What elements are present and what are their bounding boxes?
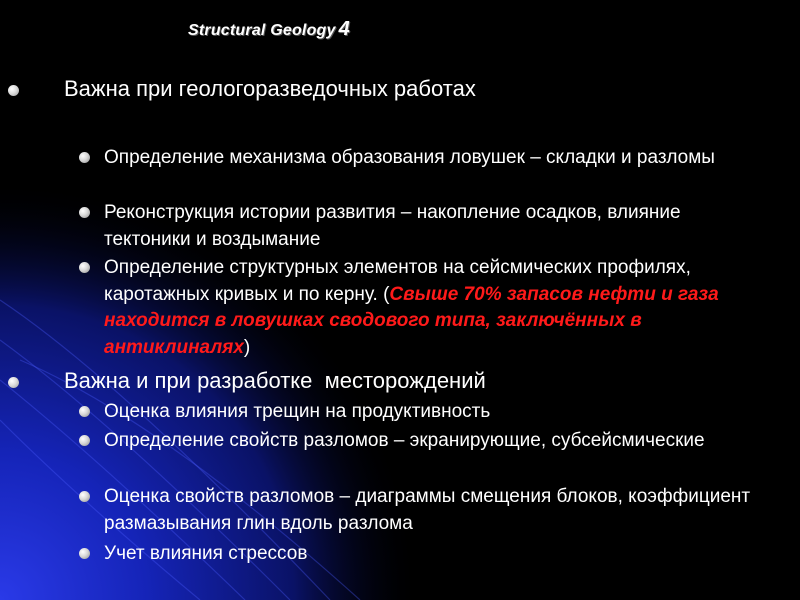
highlight-text: Свыше 70% запасов нефти и газа находится в ловушках сводового типа, заключённых в антиклиналях [104, 283, 719, 358]
sub-item-text: Определение структурных элементов на сейсмических профилях, каротажных кривых и по керну. ( [104, 257, 691, 305]
bullet-icon [79, 152, 90, 163]
sub-item-text: Определение механизма образования ловушек – складки и разломы [104, 147, 715, 168]
sub-item-text: Определение свойств разломов – экранирующие, субсейсмические [104, 430, 705, 451]
bullet-icon [79, 207, 90, 218]
sub-item-text: Оценка влияния трещин на продуктивность [104, 401, 491, 422]
main-point-1-label: Важна при геологоразведочных работах [64, 76, 476, 101]
bullet-icon [79, 262, 90, 273]
sub-item [104, 200, 764, 253]
bullet-icon [79, 406, 90, 417]
sub-item [104, 255, 764, 361]
sub-item-text-end: ) [243, 336, 251, 358]
sub-item-text: Реконструкция истории развития – накопление осадков, влияние тектоники и воздымание [104, 202, 681, 250]
bullet-icon [8, 377, 19, 388]
sub-item [104, 541, 764, 568]
sub-item [104, 145, 764, 172]
bullet-icon [79, 435, 90, 446]
slide-title-number: 4 [338, 18, 350, 40]
sub-item-text: Учет влияния стрессов [104, 543, 308, 564]
slide-title [188, 18, 350, 41]
main-point-2-label: Важна и при разработке месторождений [64, 368, 486, 393]
bullet-icon [8, 85, 19, 96]
sub-item [104, 428, 764, 455]
sub-item [104, 484, 764, 537]
bullet-icon [79, 491, 90, 502]
bullet-icon [79, 548, 90, 559]
sub-item [104, 399, 764, 426]
slide-title-text: Structural Geology [188, 22, 336, 39]
sub-item-text: Оценка свойств разломов – диаграммы смещения блоков, коэффициент размазывания глин вдоль разлома [104, 486, 751, 534]
